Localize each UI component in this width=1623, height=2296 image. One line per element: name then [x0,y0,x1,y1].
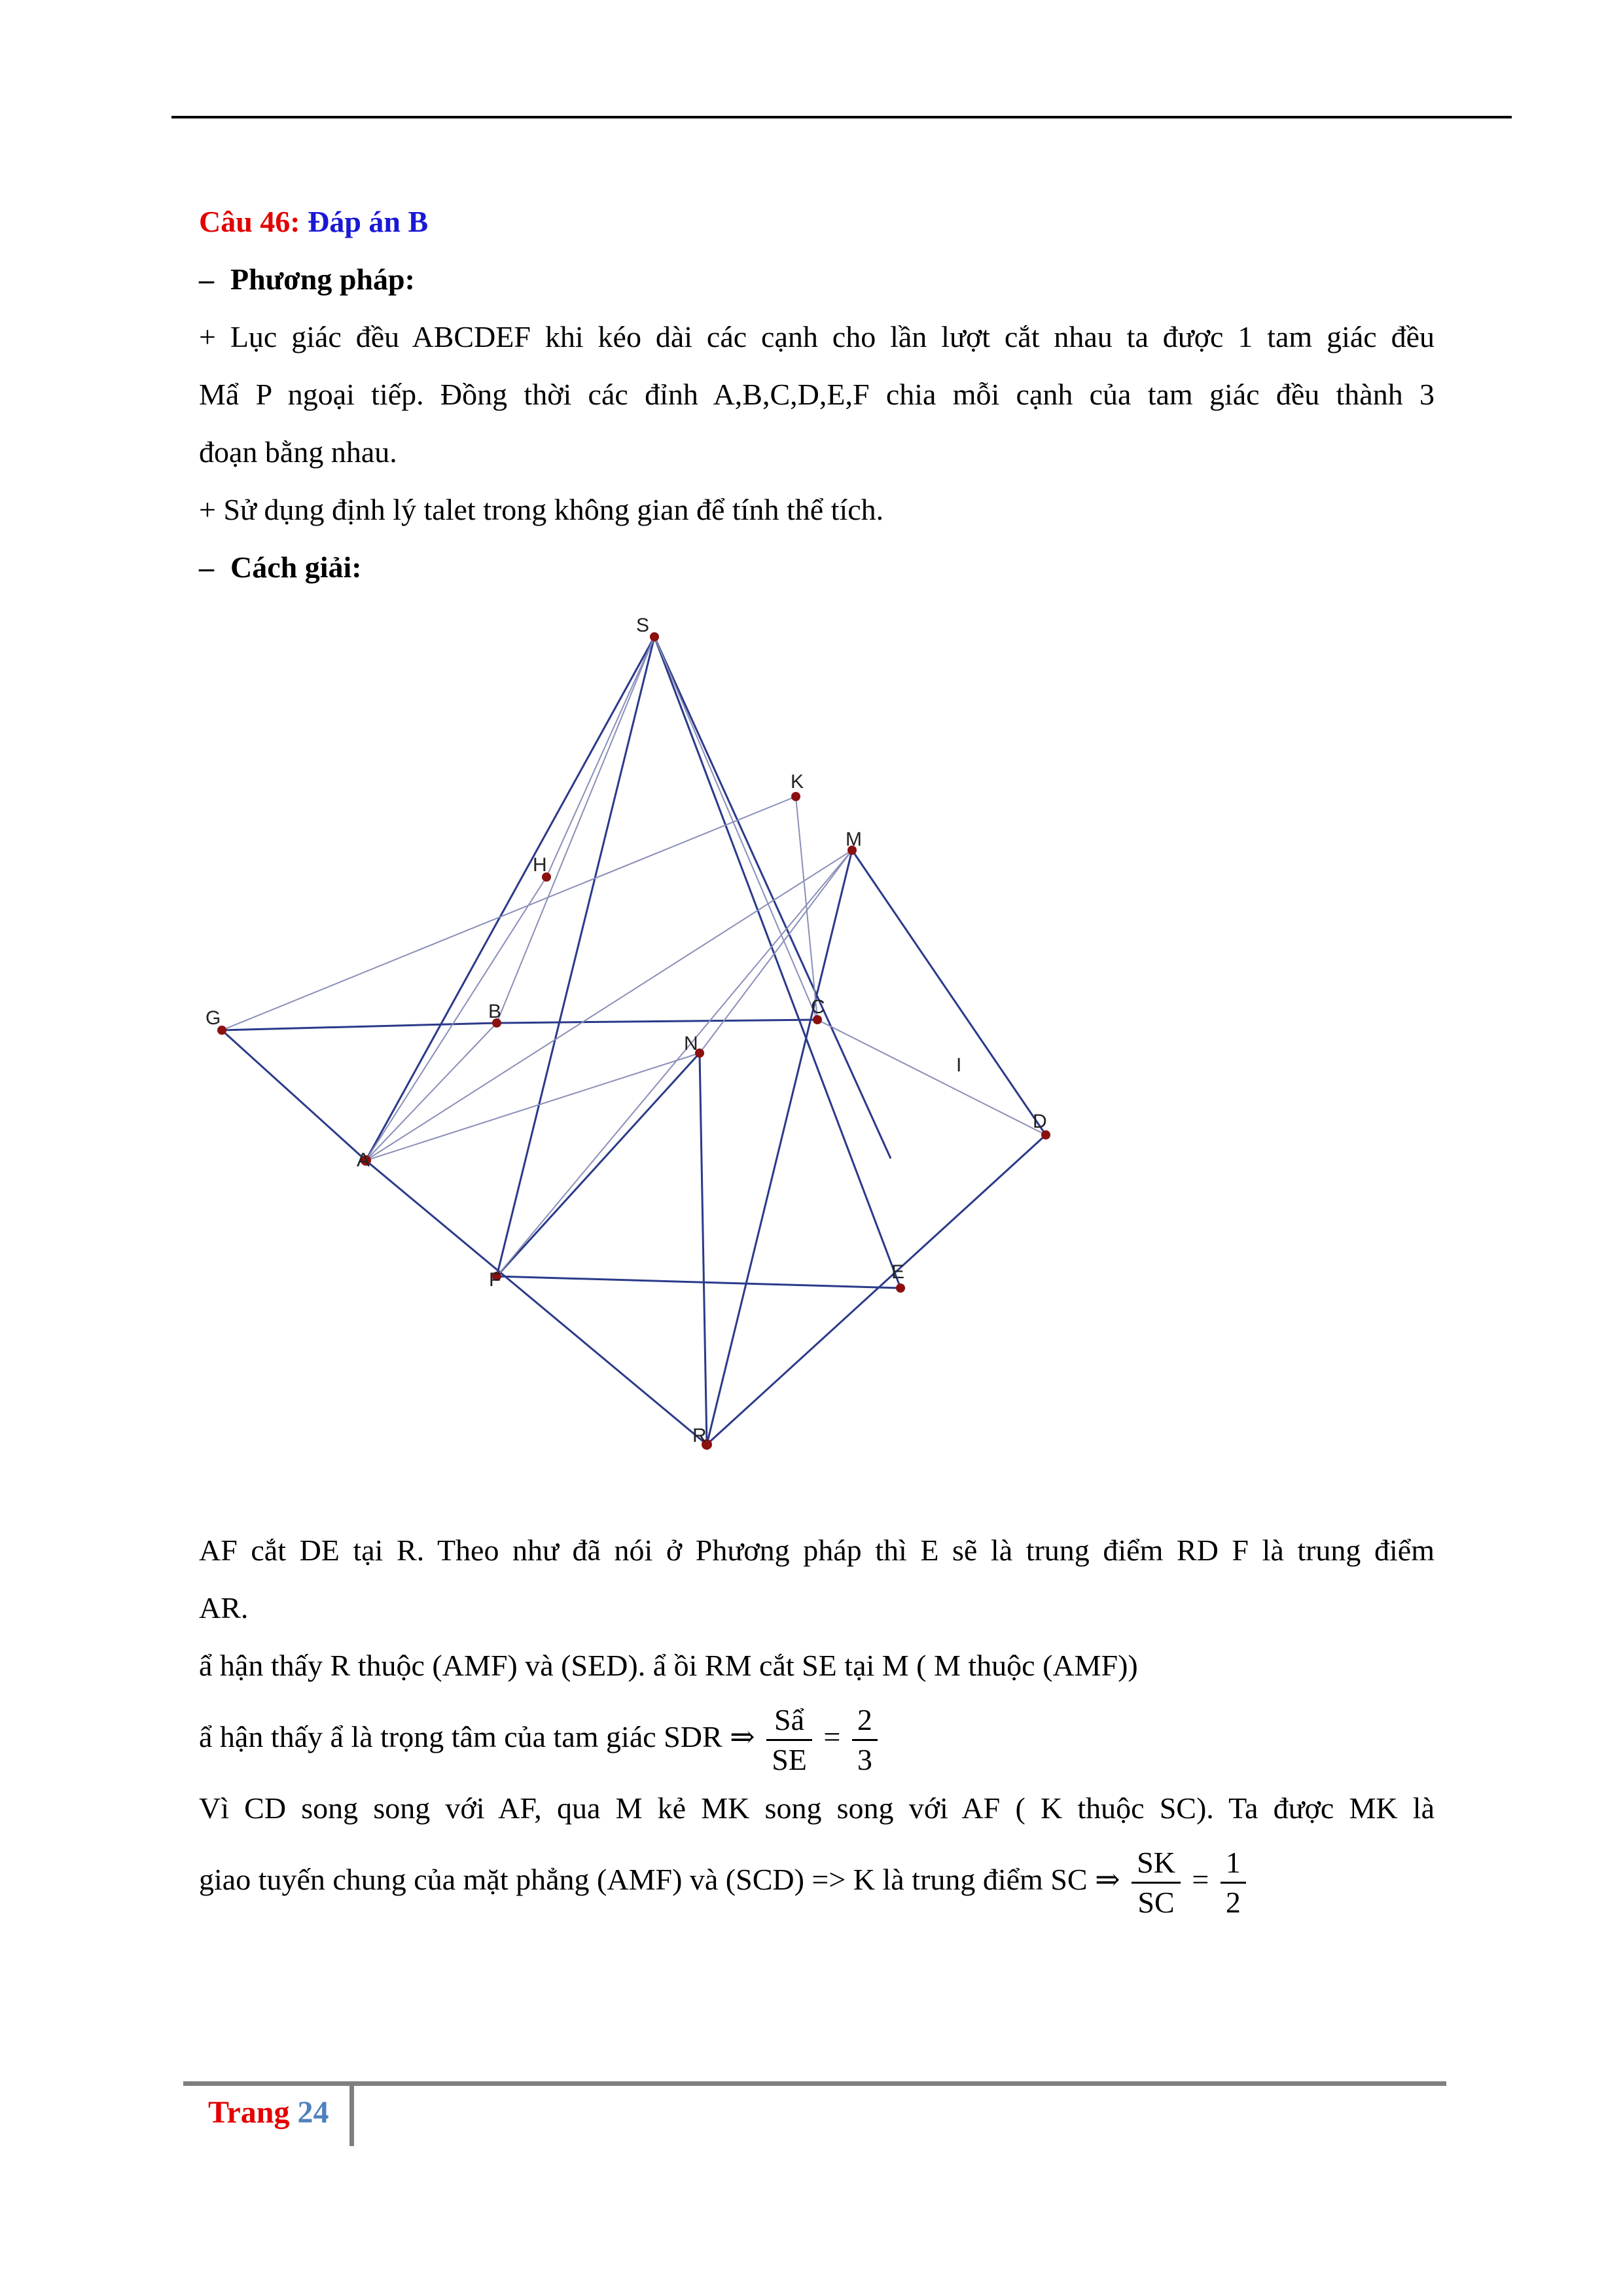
header-rule [171,116,1512,118]
fraction-2-value-denominator: 2 [1225,1885,1241,1919]
fraction-1-value-numerator: 2 [852,1701,878,1741]
footer-rule [183,2081,1446,2086]
point-E [896,1283,905,1293]
label-R: R [692,1425,707,1446]
fraction-2-numerator: SK [1132,1844,1181,1884]
method-heading: Phương pháp: [230,262,415,296]
method-line-1: + Lục giác đều ABCDEF khi kéo dài các cạnh cho lần lượt cắt nhau ta được 1 tam giác đều [199,320,1435,353]
line-SC [654,637,817,1020]
edge-FE [497,1276,901,1288]
auxiliary-lines [222,637,1046,1276]
fraction-2-value-numerator: 1 [1221,1844,1246,1884]
solution-line-6-text: giao tuyến chung của mặt phẳng (AMF) và (SCD) => K là trung điểm SC [199,1863,1088,1896]
label-S: S [636,615,650,636]
solution-line-5: Vì CD song song với AF, qua M kẻ MK song song với AF ( K thuộc SC). Ta được MK là [199,1791,1435,1825]
edge-BC [497,1020,817,1023]
method-line-3: đoạn bằng nhau. [199,435,397,469]
method-line-4: + Sử dụng định lý talet trong không gian để tính thể tích. [199,493,884,526]
label-A: A [357,1149,370,1171]
edge-NR [700,1053,707,1444]
point-S [650,632,659,641]
page-footer [208,2089,329,2136]
question-block [199,193,1435,596]
label-G: G [205,1007,221,1029]
edge-RD [707,1135,1046,1444]
edge-MD [852,850,1046,1135]
solution-heading: Cách giải: [230,550,362,584]
answer-label: Đáp án B [308,205,429,238]
implies-symbol-1: ⇒ [730,1720,755,1753]
solution-line-4 [199,1695,1435,1780]
label-N: N [684,1033,698,1054]
fraction-1-value [852,1701,878,1779]
method-line-2: Mẩ P ngoại tiếp. Đồng thời các đỉnh A,B,C,D,E,F chia mỗi cạnh của tam giác đều thành 3 [199,378,1435,411]
edge-GA [222,1030,366,1160]
edge-SE [654,637,901,1288]
fraction-1-value-denominator: 3 [857,1742,872,1776]
footer-divider [349,2086,354,2146]
label-K: K [791,771,804,793]
label-C: C [811,996,825,1018]
line-SB [497,637,654,1023]
line-CD [817,1020,1046,1135]
line-MA [366,850,852,1160]
solution-heading-line: – Cách giải: [199,550,362,584]
solution-line-2: AR. [199,1591,249,1624]
question-number: Câu 46: [199,205,300,238]
edge-MR [707,850,852,1444]
fraction-2-value [1221,1844,1246,1922]
vertex-dots [217,632,1050,1450]
point-labels [205,615,1047,1446]
edge-GB [222,1023,497,1030]
page-number: 24 [297,2095,329,2130]
label-B: B [488,1001,502,1022]
question-title [199,193,1435,251]
line-GK [222,797,796,1030]
main-edges [222,637,1046,1444]
implies-symbol-2: ⇒ [1095,1863,1120,1896]
edge-SF [497,637,654,1276]
label-E: E [891,1261,905,1283]
fraction-1-numerator: Sẩ [766,1701,812,1741]
equals-1: = [823,1720,841,1753]
solution-line-4-text: ẩ hận thấy ẩ là trọng tâm của tam giác SDR [199,1720,722,1753]
edge-SD [654,637,891,1158]
label-M: M [846,829,862,850]
label-H: H [533,854,547,876]
method-heading-line: – Phương pháp: [199,262,415,296]
line-SH [546,637,654,877]
geometry-figure [196,596,1113,1473]
edge-NF [497,1053,700,1276]
edge-AR [366,1160,707,1444]
line-HA [366,877,546,1160]
label-I: I [956,1054,962,1076]
fraction-2 [1132,1844,1181,1922]
solution-line-3: ẩ hận thấy R thuộc (AMF) và (SED). ẩ ồi RM cắt SE tại M ( M thuộc (AMF)) [199,1649,1138,1682]
label-D: D [1033,1111,1047,1132]
point-K [791,792,800,801]
equals-2: = [1192,1863,1209,1896]
solution-line-6 [199,1837,1435,1922]
fraction-1-denominator: SE [772,1742,807,1776]
solution-line-1: AF cắt DE tại R. Theo như đã nói ở Phương pháp thì E sẽ là trung điểm RD F là trung điểm [199,1534,1435,1567]
pyramid-diagram [196,596,1113,1473]
line-KC [796,797,817,1020]
page-label: Trang [208,2095,290,2130]
solution-block [199,1522,1435,1922]
fraction-1 [766,1701,812,1779]
fraction-2-denominator: SC [1137,1885,1175,1919]
label-F: F [489,1269,501,1291]
